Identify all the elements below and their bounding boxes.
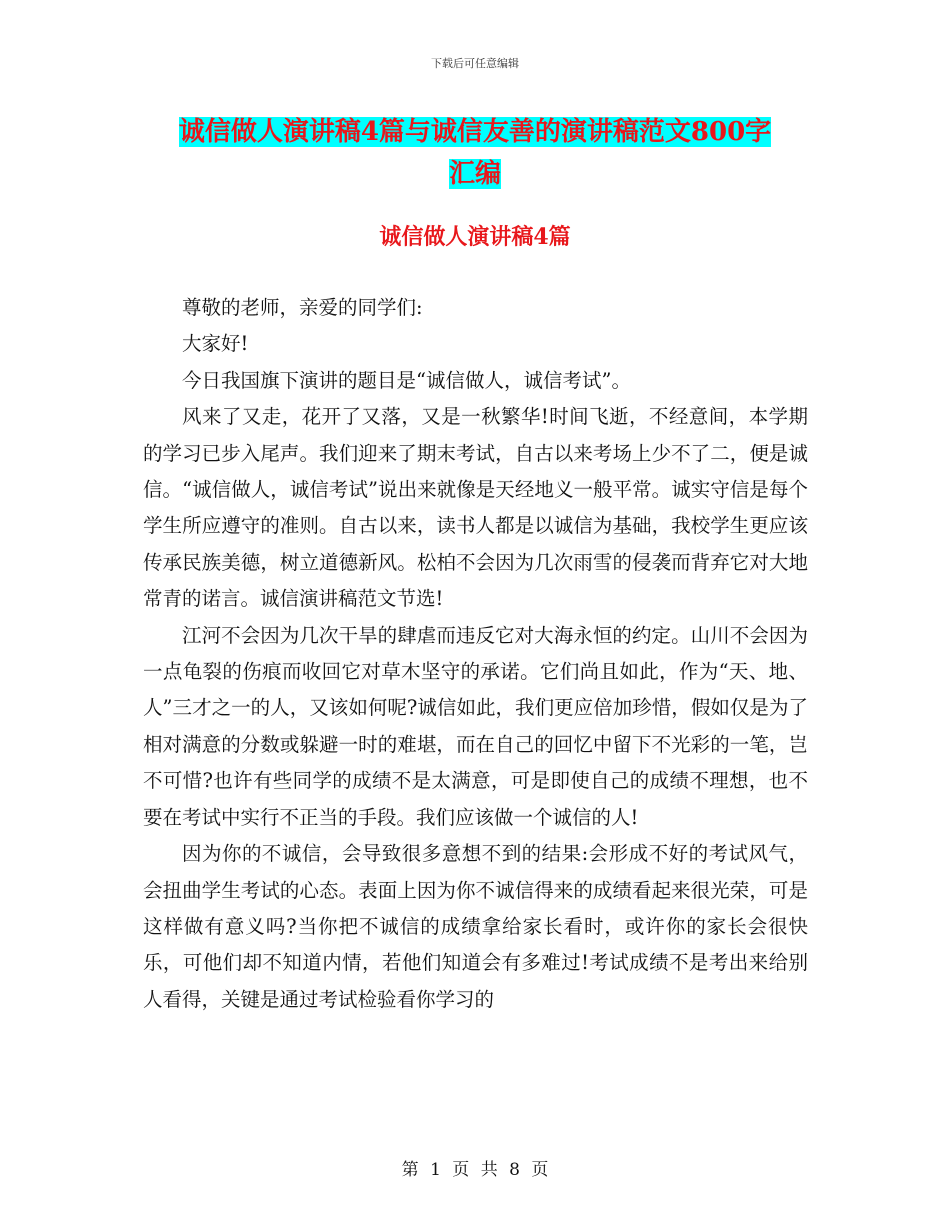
paragraph-topic: 今日我国旗下演讲的题目是“诚信做人，诚信考试”。 [182, 368, 631, 392]
paragraph-salutation: 尊敬的老师，亲爱的同学们: [182, 296, 423, 319]
document-title [140, 111, 810, 195]
section-title: 诚信做人演讲稿4篇 [379, 224, 571, 250]
header-note: 下载后可任意编辑 [431, 57, 519, 70]
paragraph: 江河不会因为几次干旱的肆虐而违反它对大海永恒的约定。山川不会因为一点龟裂的伤痕而收回它对草木坚守的承诺。它们尚且如此，作为“天、地、人”三才之一的人，又该如何呢?诚信如此，我们更应倍加珍惜，假如仅是为了相对满意的分数或躲避一时的难堪，而在自己的回忆中留下不光彩的一笔，岂不可惜?也许有些同学的成绩不是太满意，可是即使自己的成绩不理想，也不要在考试中实行不正当的手段。我们应该做一个诚信的人! [143, 623, 808, 829]
title-line-1: 诚信做人演讲稿4篇与诚信友善的演讲稿范文800字 [178, 117, 772, 147]
body-text [143, 290, 808, 1018]
paragraph-greeting: 大家好! [182, 332, 249, 356]
paragraph: 风来了又走，花开了又落，又是一秋繁华!时间飞逝，不经意间，本学期的学习已步入尾声。我们迎来了期末考试，自古以来考场上少不了二，便是诚信。“诚信做人，诚信考试”说出来就像是天经地义一般平常。诚实守信是每个学生所应遵守的准则。自古以来，读书人都是以诚信为基础，我校学生更应该传承民族美德，树立道德新风。松柏不会因为几次雨雪的侵袭而背弃它对大地常青的诺言。诚信演讲稿范文节选! [143, 405, 808, 611]
paragraph: 因为你的不诚信，会导致很多意想不到的结果:会形成不好的考试风气，会扭曲学生考试的心态。表面上因为你不诚信得来的成绩看起来很光荣，可是这样做有意义吗?当你把不诚信的成绩拿给家长看时，或许你的家长会很快乐，可他们却不知道内情，若他们知道会有多难过!考试成绩不是考出来给别人看得，关键是通过考试检验看你学习的 [143, 842, 808, 1011]
title-line-2: 汇编 [448, 159, 501, 189]
page-footer: 第 1 页 共 8 页 [401, 1160, 549, 1180]
